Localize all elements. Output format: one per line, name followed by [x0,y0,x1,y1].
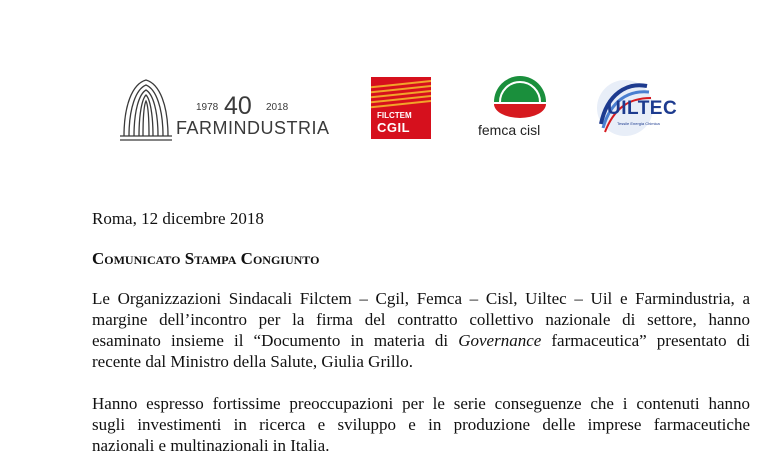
year-end: 2018 [266,102,289,113]
filctem-cgil-logo [371,77,433,141]
paragraph-2-line-3: nazionali e multinazionali in Italia. [92,436,330,455]
dateline: Roma, 12 dicembre 2018 [92,209,264,228]
farmindustria-logo [118,76,338,146]
filctem-label: FILCTEM [377,111,412,120]
document-heading: Comunicato Stampa Congiunto [92,249,320,268]
uiltec-tagline: Tessile Energia Chimica [617,121,660,126]
uiltec-logo [593,74,693,142]
anniversary-number: 40 [224,92,252,120]
paragraph-1-line-2: margine dell’incontro per la firma del contratto collettivo nazionale di settore, hanno [92,310,750,329]
paragraph-1-line-3: esaminato insieme il “Documento in materia di Governance farmaceutica” presentato di [92,331,750,350]
paragraph-2-line-1: Hanno espresso fortissime preoccupazioni per le serie conseguenze che i contenuti hanno [92,394,750,413]
paragraph-1-line-1: Le Organizzazioni Sindacali Filctem – Cgil, Femca – Cisl, Uiltec – Uil e Farmindustria, a [92,289,750,308]
paragraph-1-line-4: recente dal Ministro della Salute, Giulia Grillo. [92,352,414,371]
filctem-cgil-badge [371,77,431,139]
logo-bar [0,0,780,160]
femca-cisl-logo [478,72,568,142]
paragraph-2-line-2: sugli investimenti in ricerca e sviluppo e in produzione delle imprese farmaceutiche [92,415,750,434]
farmindustria-wordmark: FARMINDUSTRIA [176,118,330,138]
farmindustria-emblem-icon [118,76,174,142]
femca-cisl-emblem-icon [490,72,550,120]
governance-emphasis: Governance [458,331,542,350]
paragraph-1 [92,288,750,372]
cgil-label: CGIL [377,120,411,135]
paragraph-2 [92,393,750,456]
year-start: 1978 [196,102,219,113]
uiltec-wordmark: UILTEC [607,98,678,119]
femca-cisl-label: femca cisl [478,122,541,138]
